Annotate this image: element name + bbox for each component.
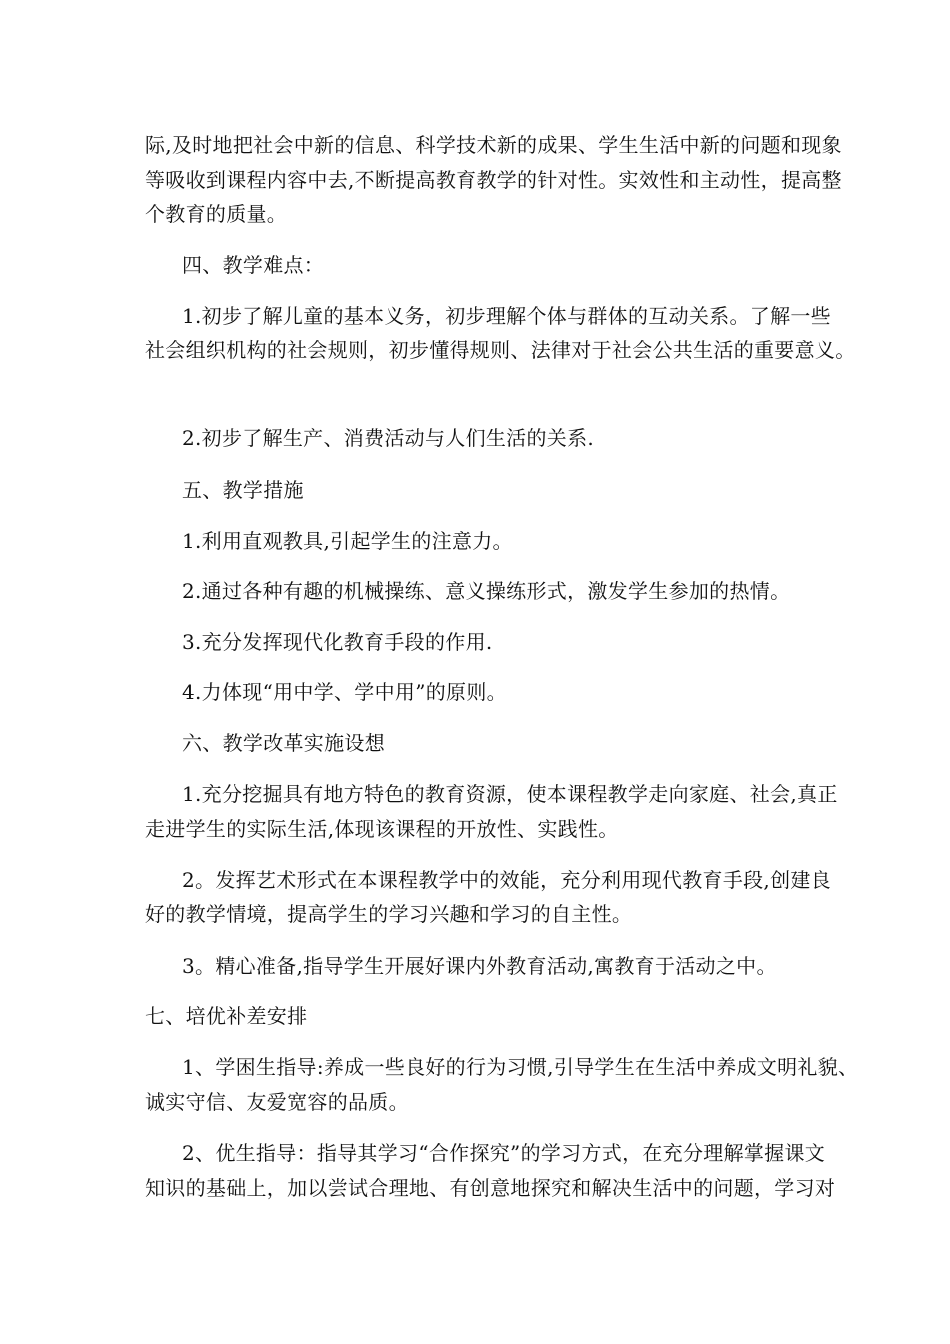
- section-heading: 四、教学难点：: [182, 253, 325, 277]
- text-line: 际,及时地把社会中新的信息、科学技术新的成果、学生生活中新的问题和现象: [145, 133, 842, 157]
- text-line: 等吸收到课程内容中去,不断提高教育教学的针对性。实效性和主动性，提高整: [145, 168, 842, 192]
- text-line: 1.充分挖掘具有地方特色的教育资源，使本课程教学走向家庭、社会,真正: [182, 782, 838, 806]
- section-heading: 五、教学措施: [182, 478, 304, 502]
- text-line: 知识的基础上，加以尝试合理地、有创意地探究和解决生活中的问题，学习对: [145, 1176, 836, 1200]
- text-line: 2、优生指导：指导其学习“合作探究”的学习方式，在充分理解掌握课文: [182, 1141, 826, 1165]
- text-line: 2.通过各种有趣的机械操练、意义操练形式，激发学生参加的热情。: [182, 579, 791, 603]
- text-line: 1.初步了解儿童的基本义务，初步理解个体与群体的互动关系。了解一些: [182, 304, 831, 328]
- section-heading: 七、培优补差安排: [145, 1004, 308, 1028]
- text-line: 个教育的质量。: [145, 202, 288, 226]
- text-line: 1.利用直观教具,引起学生的注意力。: [182, 529, 513, 553]
- text-line: 走进学生的实际生活,体现该课程的开放性、实践性。: [145, 817, 619, 841]
- text-line: 2。发挥艺术形式在本课程教学中的效能，充分利用现代教育手段,创建良: [182, 868, 831, 892]
- text-line: 诚实守信、友爱宽容的品质。: [145, 1090, 409, 1114]
- text-line: 社会组织机构的社会规则，初步懂得规则、法律对于社会公共生活的重要意义。: [145, 338, 856, 362]
- section-heading: 六、教学改革实施设想: [182, 731, 385, 755]
- text-line: 2.初步了解生产、消费活动与人们生活的关系.: [182, 426, 595, 450]
- text-line: 好的教学情境，提高学生的学习兴趣和学习的自主性。: [145, 902, 633, 926]
- text-line: 4.力体现“用中学、学中用”的原则。: [182, 680, 507, 704]
- text-line: 3.充分发挥现代化教育手段的作用.: [182, 630, 493, 654]
- text-line: 1、学困生指导:养成一些良好的行为习惯,引导学生在生活中养成文明礼貌、: [182, 1055, 859, 1079]
- text-line: 3。精心准备,指导学生开展好课内外教育活动,寓教育于活动之中。: [182, 954, 777, 978]
